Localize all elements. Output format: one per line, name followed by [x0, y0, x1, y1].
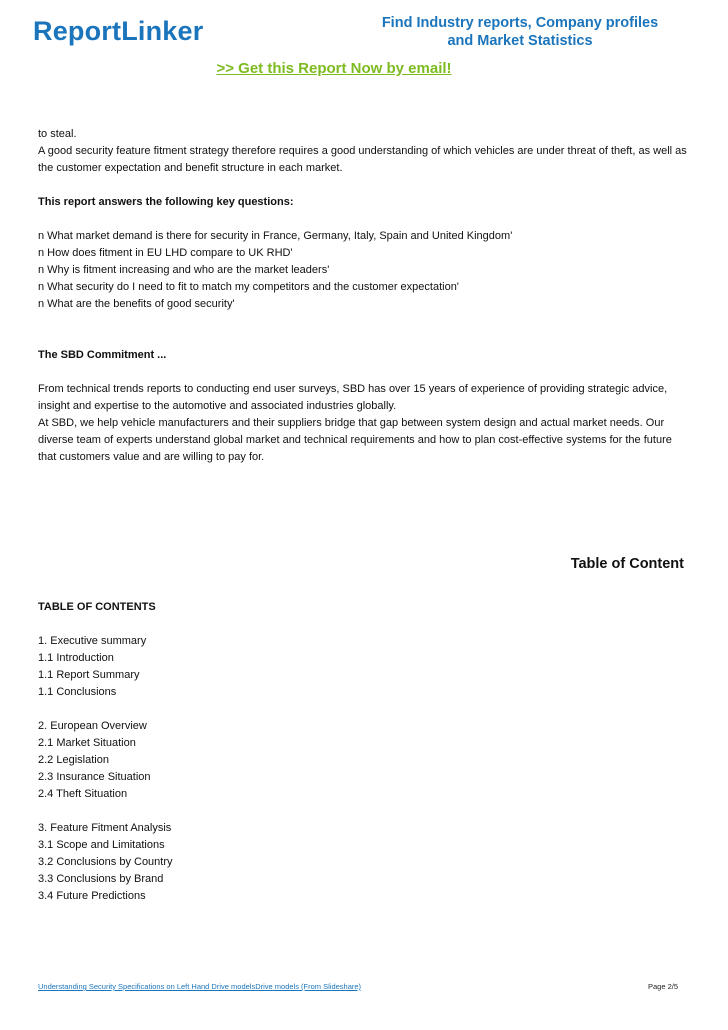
question-item: n What market demand is there for security in France, Germany, Italy, Spain and United Kingdom' [38, 230, 513, 242]
toc-item: 2.4 Theft Situation [38, 788, 128, 800]
toc-item: 1.1 Introduction [38, 652, 114, 664]
toc-group-3 [38, 820, 688, 905]
get-report-link[interactable]: >> Get this Report Now by email! [216, 60, 452, 77]
toc-title: TABLE OF CONTENTS [38, 601, 156, 613]
reportlinker-logo[interactable]: ReportLinker [33, 16, 204, 46]
table-of-content-heading: Table of Content [570, 556, 684, 572]
page-number: Page 2/5 [647, 982, 678, 991]
report-body [38, 126, 690, 466]
toc-item: 3. Feature Fitment Analysis [38, 822, 172, 834]
table-of-contents [38, 599, 688, 905]
question-item: n How does fitment in EU LHD compare to UK RHD' [38, 247, 293, 259]
toc-item: 3.2 Conclusions by Country [38, 856, 173, 868]
toc-item: 1.1 Conclusions [38, 686, 117, 698]
commitment-paragraph-1: From technical trends reports to conducting end user surveys, SBD has over 15 years of experience of providing strategic advice, insight and expertise to the automotive and associated industries globally. [38, 383, 668, 412]
question-item: n What are the benefits of good security' [38, 298, 235, 310]
toc-group-2 [38, 718, 688, 803]
intro-paragraph: A good security feature fitment strategy therefore requires a good understanding of which vehicles are under threat of theft, as well as the customer expectation and benefit structure in each market. [38, 145, 687, 174]
commitment-heading: The SBD Commitment ... [38, 349, 167, 361]
question-item: n Why is fitment increasing and who are the market leaders' [38, 264, 330, 276]
toc-item: 2.3 Insurance Situation [38, 771, 151, 783]
toc-item: 1.1 Report Summary [38, 669, 140, 681]
toc-group-1 [38, 633, 688, 701]
toc-item: 2. European Overview [38, 720, 147, 732]
questions-list [38, 228, 690, 313]
toc-item: 3.4 Future Predictions [38, 890, 146, 902]
header-tagline [380, 14, 660, 50]
toc-item: 2.1 Market Situation [38, 737, 136, 749]
question-item: n What security do I need to fit to match my competitors and the customer expectation' [38, 281, 459, 293]
commitment-paragraph-2: At SBD, we help vehicle manufacturers and their suppliers bridge that gap between system design and actual market needs. Our diverse team of experts understand global market and technical requirements and how to plan cost-effective systems for the future that customers value and are willing to pay for. [38, 417, 672, 463]
tagline-line-1: Find Industry reports, Company profiles [381, 15, 659, 31]
questions-heading: This report answers the following key questions: [38, 196, 294, 208]
tagline-line-2: and Market Statistics [447, 33, 593, 49]
toc-item: 2.2 Legislation [38, 754, 109, 766]
intro-line: to steal. [38, 128, 77, 140]
toc-item: 3.1 Scope and Limitations [38, 839, 165, 851]
toc-item: 3.3 Conclusions by Brand [38, 873, 164, 885]
footer-source-link[interactable]: Understanding Security Specifications on Left Hand Drive modelsDrive models (From Slideshare) [38, 982, 362, 991]
toc-item: 1. Executive summary [38, 635, 147, 647]
